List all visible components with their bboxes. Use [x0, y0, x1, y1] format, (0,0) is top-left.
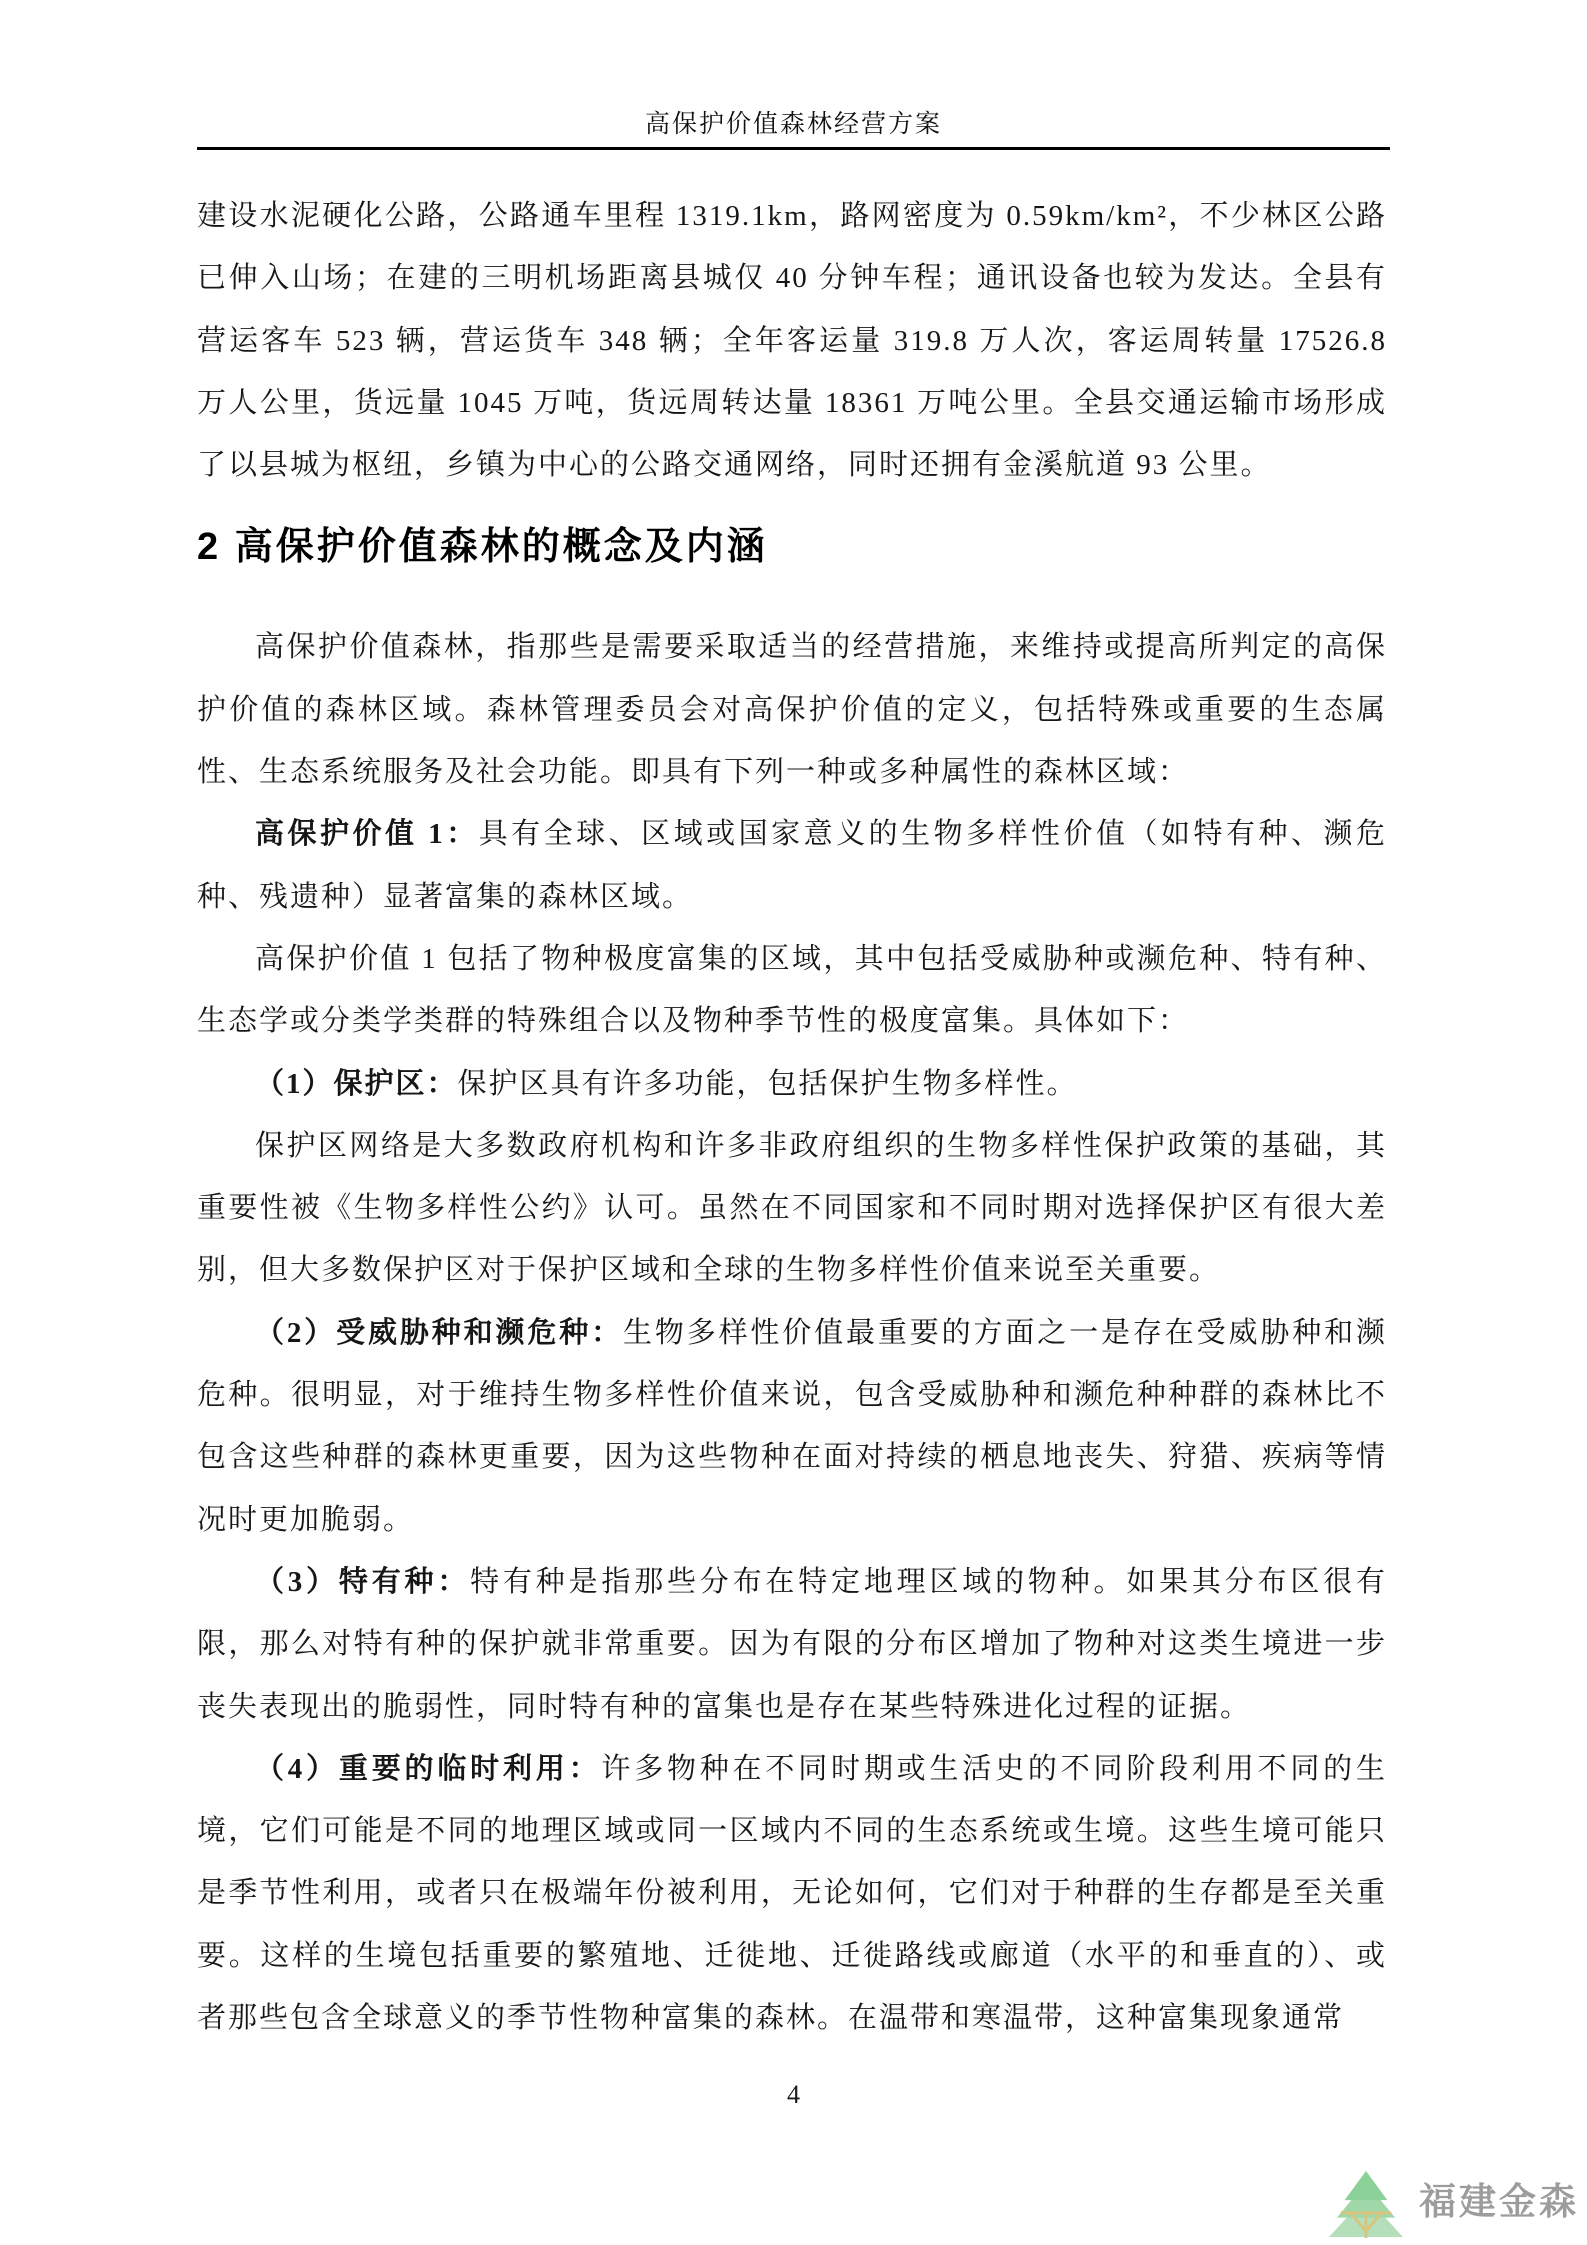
- paragraph-lead: （4）重要的临时利用：: [255, 1752, 602, 1785]
- company-logo: [1327, 2171, 1579, 2239]
- header-rule: [197, 147, 1390, 150]
- page-number: 4: [787, 2080, 800, 2109]
- header-title: 高保护价值森林经营方案: [644, 111, 942, 138]
- paragraph-lead: （1）保护区：: [255, 1067, 458, 1100]
- paragraph-lead: 高保护价值 1：: [255, 818, 479, 851]
- paragraph-transport: 建设水泥硬化公路，公路通车里程 1319.1km，路网密度为 0.59km/km²，不少林区公路已伸入山场；在建的三明机场距离县城仅 40 分钟车程；通讯设备也较为发达。全县有营运客车 523 辆，营运货车 348 辆；全年客运量 319.8 万人次，客运周转量 17526.8 万人公里，货远量 1045 万吨，货远周转达量 18361 万吨公里。全县交通运输市场形成了以县城为枢纽，乡镇为中心的公路交通网络，同时还拥有金溪航道 93 公里。: [197, 200, 1387, 482]
- paragraph-protected-area-network: 保护区网络是大多数政府机构和许多非政府组织的生物多样性保护政策的基础，其重要性被《生物多样性公约》认可。虽然在不同国家和不同时期对选择保护区有很大差别，但大多数保护区对于保护区域和全球的生物多样性价值来说至关重要。: [197, 1129, 1387, 1287]
- paragraph-hcv1: 高保护价值 1：具有全球、区域或国家意义的生物多样性价值（如特有种、濒危种、残遗种）显著富集的森林区域。: [197, 818, 1387, 913]
- page-header: [197, 0, 1390, 150]
- paragraph-hcvf-definition: 高保护价值森林，指那些是需要采取适当的经营措施，来维持或提高所判定的高保护价值的森林区域。森林管理委员会对高保护价值的定义，包括特殊或重要的生态属性、生态系统服务及社会功能。即具有下列一种或多种属性的森林区域：: [197, 631, 1387, 789]
- paragraph-lead: （2）受威胁种和濒危种：: [255, 1316, 623, 1349]
- document-body: [197, 185, 1387, 2049]
- paragraph-lead: （3）特有种：: [255, 1565, 471, 1598]
- logo-text: 福建金森: [1419, 2180, 1579, 2222]
- paragraph-item3-endemic-species: （3）特有种：特有种是指那些分布在特定地理区域的物种。如果其分布区很有限，那么对特有种的保护就非常重要。因为有限的分布区增加了物种对这类生境进一步丧失表现出的脆弱性，同时特有种的富集也是存在某些特殊进化过程的证据。: [197, 1565, 1387, 1723]
- paragraph-item2-threatened-species: （2）受威胁种和濒危种：生物多样性价值最重要的方面之一是存在受威胁种和濒危种。很明显，对于维持生物多样性价值来说，包含受威胁种和濒危种种群的森林比不包含这些种群的森林更重要，因为这些物种在面对持续的栖息地丧失、狩猎、疾病等情况时更加脆弱。: [197, 1316, 1387, 1536]
- pine-tree-logo-icon: [1327, 2171, 1405, 2239]
- section-heading: 2 高保护价值森林的概念及内涵: [197, 526, 768, 569]
- paragraph-hcv1-detail: 高保护价值 1 包括了物种极度富集的区域，其中包括受威胁种或濒危种、特有种、生态学或分类学类群的特殊组合以及物种季节性的极度富集。具体如下：: [197, 942, 1387, 1038]
- paragraph-item4-temporal-use: （4）重要的临时利用：许多物种在不同时期或生活史的不同阶段利用不同的生境，它们可能是不同的地理区域或同一区域内不同的生态系统或生境。这些生境可能只是季节性利用，或者只在极端年份被利用，无论如何，它们对于种群的生存都是至关重要。这样的生境包括重要的繁殖地、迁徙地、迁徙路线或廊道（水平的和垂直的）、或者那些包含全球意义的季节性物种富集的森林。在温带和寒温带，这种富集现象通常: [197, 1752, 1387, 2035]
- paragraph-item1-protected-areas: （1）保护区：保护区具有许多功能，包括保护生物多样性。: [255, 1067, 1078, 1100]
